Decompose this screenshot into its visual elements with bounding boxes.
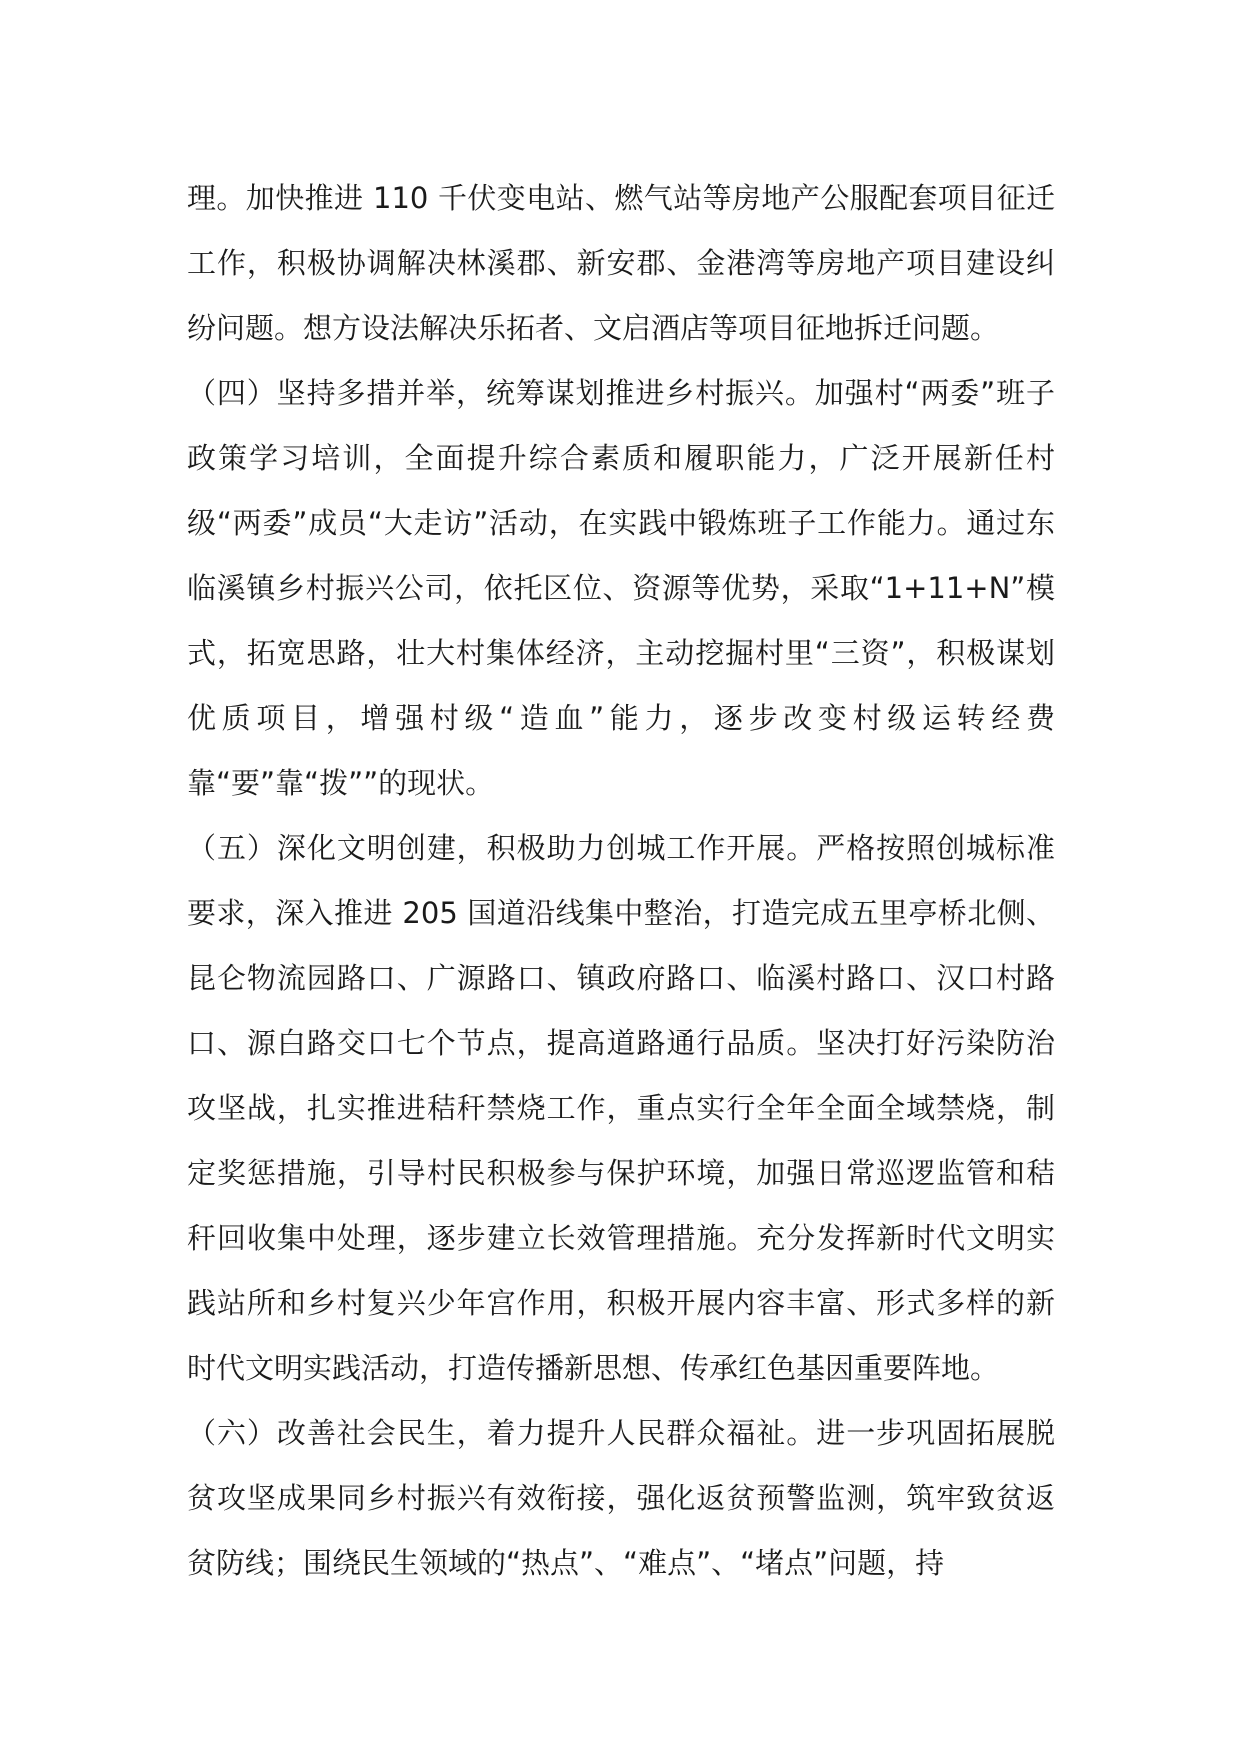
document-body	[187, 166, 1055, 1596]
paragraph-civilization-creation: （五）深化文明创建，积极助力创城工作开展。严格按照创城标准要求，深入推进 205 国道沿线集中整治，打造完成五里亭桥北侧、昆仑物流园路口、广源路口、镇政府路口、临溪村路口、汉口村路口、源白路交口七个节点，提高道路通行品质。坚决打好污染防治攻坚战，扎实推进秸秆禁烧工作，重点实行全年全面全域禁烧，制定奖惩措施，引导村民积极参与保护环境，加强日常巡逻监管和秸秆回收集中处理，逐步建立长效管理措施。充分发挥新时代文明实践站所和乡村复兴少年宫作用，积极开展内容丰富、形式多样的新时代文明实践活动，打造传播新思想、传承红色基因重要阵地。	[187, 831, 1055, 1385]
paragraph-social-livelihood: （六）改善社会民生，着力提升人民群众福祉。进一步巩固拓展脱贫攻坚成果同乡村振兴有效衔接，强化返贫预警监测，筑牢致贫返贫防线；围绕民生领域的“热点”、“难点”、“堵点”问题，持	[187, 1416, 1055, 1580]
paragraph-project-relocation: 理。加快推进 110 千伏变电站、燃气站等房地产公服配套项目征迁工作，积极协调解决林溪郡、新安郡、金港湾等房地产项目建设纠纷问题。想方设法解决乐拓者、文启酒店等项目征地拆迁问题。	[187, 181, 1055, 345]
paragraph-rural-revitalization: （四）坚持多措并举，统筹谋划推进乡村振兴。加强村“两委”班子政策学习培训，全面提升综合素质和履职能力，广泛开展新任村级“两委”成员“大走访”活动，在实践中锻炼班子工作能力。通过东临溪镇乡村振兴公司，依托区位、资源等优势，采取“1+11+N”模式，拓宽思路，壮大村集体经济，主动挖掘村里“三资”，积极谋划优质项目，增强村级“造血”能力，逐步改变村级运转经费靠“要”靠“拨””的现状。	[187, 376, 1055, 800]
